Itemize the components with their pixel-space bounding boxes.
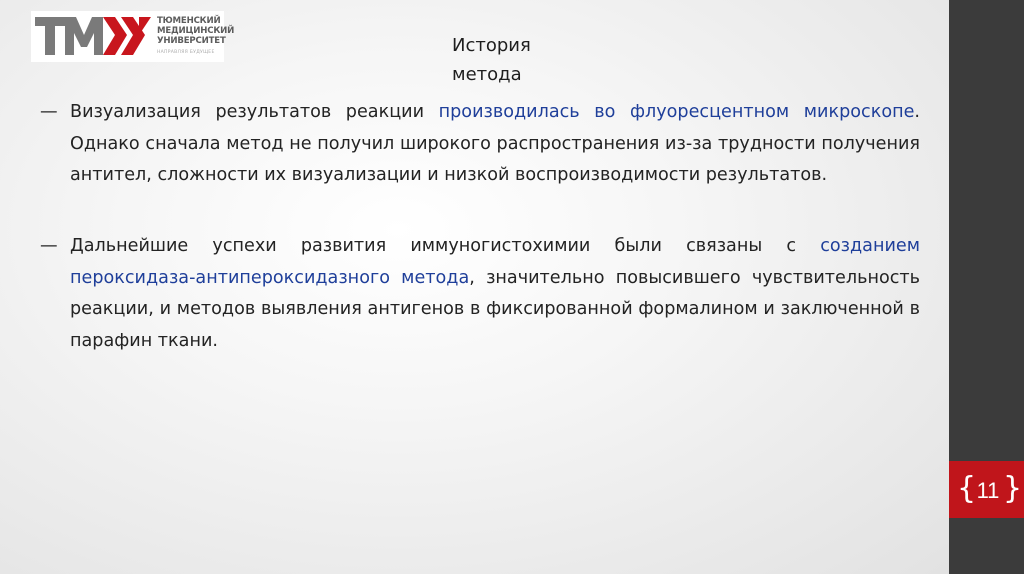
page-number: 11 xyxy=(976,478,1000,503)
page-bracket-left: { xyxy=(957,471,977,506)
highlighted-text: созданием пероксидаза-антипероксидазного метода xyxy=(70,236,920,288)
logo-name-line: МЕДИЦИНСКИЙ xyxy=(157,26,235,36)
paragraph-text: Визуализация результатов реакции xyxy=(70,102,439,122)
slide-title xyxy=(452,31,531,89)
highlighted-text: производилась во флуоресцентном микроскопе xyxy=(438,102,915,122)
paragraph-text: Дальнейшие успехи развития иммуногистохимии были связаны с xyxy=(70,236,821,256)
logo-name-line: ТЮМЕНСКИЙ xyxy=(157,16,221,26)
university-logo xyxy=(31,11,235,62)
slide-title-line: метода xyxy=(452,64,522,85)
bullet-paragraph xyxy=(40,97,921,192)
page-bracket-right: } xyxy=(1003,471,1023,506)
paragraph-text: , значительно повысившего чувствительность реакции, и методов выявления антигенов в фиксированной формалином и заключенной в парафин ткани. xyxy=(70,267,921,351)
slide-title-line: История xyxy=(452,35,531,56)
bullet-paragraph xyxy=(40,231,921,357)
logo-university-name xyxy=(157,16,235,46)
bullet-dash: — xyxy=(40,236,58,256)
paragraph-text: . Однако сначала метод не получил широкого распространения из-за трудности получения антител, сложности их визуализации и низкой воспроизводимости результатов. xyxy=(70,102,921,185)
logo-tagline: НАПРАВЛЯЯ БУДУЩЕЕ xyxy=(157,50,215,55)
tmu-logo-mark-icon xyxy=(31,11,155,62)
bullet-dash: — xyxy=(40,102,58,122)
logo-name-line: УНИВЕРСИТЕТ xyxy=(157,36,226,46)
